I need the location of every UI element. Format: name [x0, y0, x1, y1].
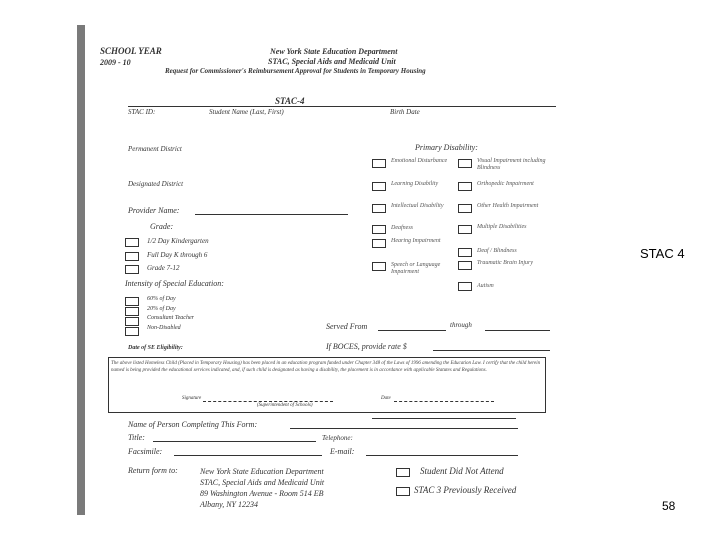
- signature-line[interactable]: [203, 401, 333, 402]
- certification-box: [108, 357, 546, 413]
- designated-district-label: Designated District: [128, 180, 184, 188]
- disability-label: Autism: [477, 283, 494, 289]
- disability-label: Deafness: [391, 225, 413, 231]
- checkbox-intensity[interactable]: [125, 327, 139, 336]
- stac3-received-label: STAC 3 Previously Received: [414, 485, 517, 495]
- intensity-option: 20% of Day: [147, 306, 176, 312]
- permanent-district-label: Permanent District: [128, 145, 182, 153]
- page-edge-bar: [77, 25, 85, 515]
- intensity-option: 60% of Day: [147, 296, 176, 302]
- disability-label: Learning Disability: [391, 181, 439, 187]
- telephone-label: Telephone:: [322, 434, 353, 442]
- checkbox-intellectual-disability[interactable]: [372, 204, 386, 213]
- disability-label: Orthopedic Impairment: [477, 181, 534, 187]
- checkbox-multiple[interactable]: [458, 225, 472, 234]
- checkbox-deaf-blindness[interactable]: [458, 248, 472, 257]
- title-line[interactable]: [153, 441, 316, 442]
- boces-line[interactable]: [433, 350, 550, 351]
- provider-name-label: Provider Name:: [128, 206, 180, 215]
- divider: [128, 106, 556, 107]
- page-number: 58: [662, 499, 676, 513]
- form-subtitle: Request for Commissioner's Reimbursement Approval for Students in Temporary Housing: [165, 67, 426, 75]
- checkbox-deafness[interactable]: [372, 225, 386, 234]
- intensity-label: Intensity of Special Education:: [125, 279, 224, 288]
- form-id: STAC-4: [275, 96, 305, 106]
- checkbox-intensity[interactable]: [125, 317, 139, 326]
- through-label: through: [450, 321, 472, 329]
- checkbox-did-not-attend[interactable]: [396, 468, 410, 477]
- served-from-line[interactable]: [378, 330, 446, 331]
- disability-label: Emotional Disturbance: [391, 158, 448, 164]
- checkbox-grade[interactable]: [125, 238, 139, 247]
- grade-label: Grade:: [150, 222, 174, 231]
- student-name-label: Student Name (Last, First): [209, 108, 284, 116]
- dept-name: New York State Education Department: [270, 47, 398, 56]
- superintendent-label: (Superintendent of Schools): [257, 403, 313, 408]
- email-label: E-mail:: [330, 447, 355, 456]
- checkbox-hearing-impairment[interactable]: [372, 239, 386, 248]
- title-label: Title:: [128, 433, 145, 442]
- checkbox-intensity[interactable]: [125, 307, 139, 316]
- school-year: 2009 - 10: [100, 58, 131, 67]
- checkbox-emotional-disturbance[interactable]: [372, 159, 386, 168]
- address-line: Albany, NY 12234: [200, 500, 259, 509]
- disability-label: Deaf / Blindness: [477, 248, 517, 254]
- checkbox-orthopedic[interactable]: [458, 182, 472, 191]
- checkbox-other-health[interactable]: [458, 204, 472, 213]
- through-line[interactable]: [485, 330, 550, 331]
- disability-label: Other Health Impairment: [477, 203, 539, 209]
- checkbox-visual-impairment[interactable]: [458, 159, 472, 168]
- did-not-attend-label: Student Did Not Attend: [420, 466, 504, 476]
- checkbox-grade[interactable]: [125, 265, 139, 274]
- extra-line: [372, 418, 516, 419]
- name-completing-line[interactable]: [290, 428, 518, 429]
- grade-option: 1/2 Day Kindergarten: [147, 237, 209, 245]
- disability-label: Intellectual Disability: [391, 203, 444, 209]
- primary-disability-label: Primary Disability:: [415, 143, 478, 152]
- checkbox-autism[interactable]: [458, 282, 472, 291]
- intensity-option: Non-Disabled: [147, 325, 181, 331]
- unit-name: STAC, Special Aids and Medicaid Unit: [268, 57, 396, 66]
- return-address: [200, 466, 324, 510]
- grade-option: Full Day K through 6: [147, 251, 208, 259]
- date-label: Date: [381, 396, 391, 401]
- slide-title: STAC 4: [640, 246, 685, 261]
- email-line[interactable]: [366, 455, 518, 456]
- checkbox-intensity[interactable]: [125, 297, 139, 306]
- address-line: 89 Washington Avenue - Room 514 EB: [200, 489, 324, 498]
- checkbox-speech-language[interactable]: [372, 262, 386, 271]
- stac-id-label: STAC ID:: [128, 108, 156, 116]
- checkbox-grade[interactable]: [125, 252, 139, 261]
- address-line: New York State Education Department: [200, 467, 324, 476]
- provider-name-line[interactable]: [195, 214, 348, 215]
- disability-label: Hearing Impairment: [391, 238, 441, 244]
- certification-text: The above listed Homeless Child (Placed in Temporary Housing) has been placed in an education program funded under Chapter 348 of the Laws of 1996 amending the Education Law. I certify that the child herein named is being provided the educational services indicated, and, if such child is designated as having a disability, the placement is in accordance with applicable Statutes and Regulations.: [111, 361, 541, 373]
- date-line[interactable]: [394, 401, 494, 402]
- checkbox-learning-disability[interactable]: [372, 182, 386, 191]
- disability-label: Visual Impairment including Blindness: [477, 158, 546, 171]
- checkbox-tbi[interactable]: [458, 261, 472, 270]
- disability-label: Traumatic Brain Injury: [477, 260, 534, 266]
- facsimile-label: Facsimile:: [128, 447, 163, 456]
- return-to-label: Return form to:: [128, 466, 178, 475]
- disability-label: Speech or Language Impairment: [391, 262, 441, 275]
- school-year-label: SCHOOL YEAR: [100, 46, 162, 56]
- disability-label: Multiple Disabilities: [477, 224, 527, 230]
- signature-label: Signature: [182, 396, 202, 401]
- served-from-label: Served From: [326, 322, 368, 331]
- grade-option: Grade 7-12: [147, 264, 180, 272]
- boces-label: If BOCES, provide rate $: [326, 342, 407, 351]
- date-se-eligibility-label: Date of SE Eligibility:: [128, 345, 183, 351]
- address-line: STAC, Special Aids and Medicaid Unit: [200, 478, 325, 487]
- intensity-option: Consultant Teacher: [147, 315, 194, 321]
- name-completing-label: Name of Person Completing This Form:: [128, 420, 258, 429]
- checkbox-stac3-received[interactable]: [396, 487, 410, 496]
- facsimile-line[interactable]: [174, 455, 322, 456]
- birth-date-label: Birth Date: [390, 108, 420, 116]
